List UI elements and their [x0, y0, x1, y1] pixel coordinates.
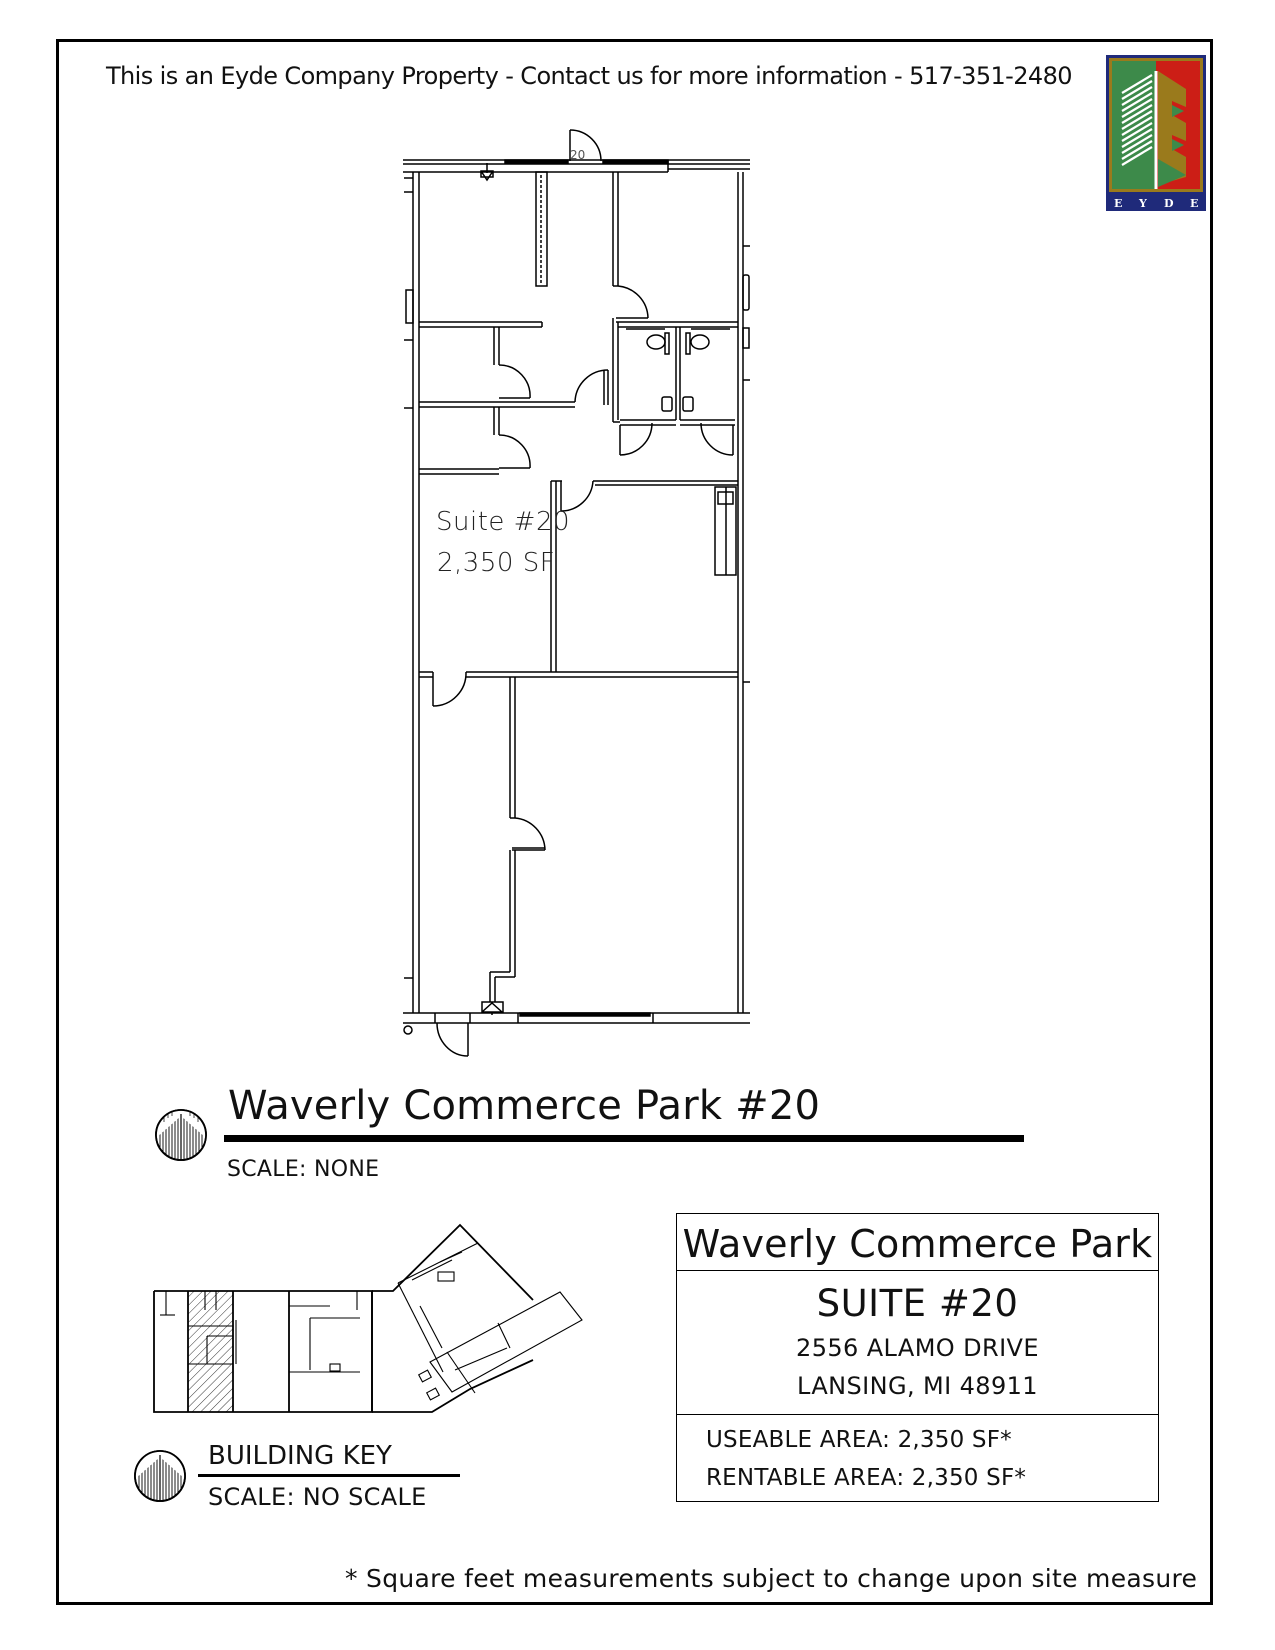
- rentable-area: RENTABLE AREA: 2,350 SF*: [706, 1465, 1027, 1491]
- drawing-title: Waverly Commerce Park #20: [228, 1083, 821, 1129]
- useable-area: USEABLE AREA: 2,350 SF*: [706, 1427, 1012, 1453]
- address-line-1: 2556 ALAMO DRIVE: [796, 1334, 1039, 1362]
- building-key-map: [150, 1215, 590, 1415]
- north-arrow-icon: [154, 1108, 208, 1162]
- svg-text:Y: Y: [1139, 197, 1147, 210]
- address-line-2: LANSING, MI 48911: [797, 1372, 1038, 1400]
- title-underline: [224, 1135, 1024, 1142]
- suite-label: Suite #20: [436, 507, 571, 537]
- building-key-title: BUILDING KEY: [208, 1441, 392, 1471]
- eyde-logo-icon: [1106, 55, 1206, 211]
- suite-area-label: 2,350 SF: [437, 548, 556, 578]
- svg-text:D: D: [1164, 197, 1174, 210]
- svg-text:20: 20: [570, 148, 586, 162]
- info-box-address: [677, 1270, 1158, 1415]
- park-name: Waverly Commerce Park: [682, 1222, 1153, 1266]
- building-key-underline: [198, 1474, 460, 1477]
- footnote: * Square feet measurements subject to change upon site measure: [345, 1564, 1198, 1593]
- suite-info-box: [676, 1213, 1159, 1502]
- header-contact-text: This is an Eyde Company Property - Contact us for more information - 517-351-2480: [106, 62, 1072, 90]
- north-arrow-icon: [133, 1449, 187, 1503]
- floor-plan: [395, 120, 765, 1060]
- suite-number: SUITE #20: [816, 1282, 1019, 1325]
- svg-text:E: E: [1190, 197, 1199, 210]
- drawing-scale: SCALE: NONE: [227, 1157, 380, 1182]
- building-key-scale: SCALE: NO SCALE: [208, 1483, 427, 1511]
- svg-text:E: E: [1114, 197, 1123, 210]
- info-box-header: [677, 1214, 1158, 1271]
